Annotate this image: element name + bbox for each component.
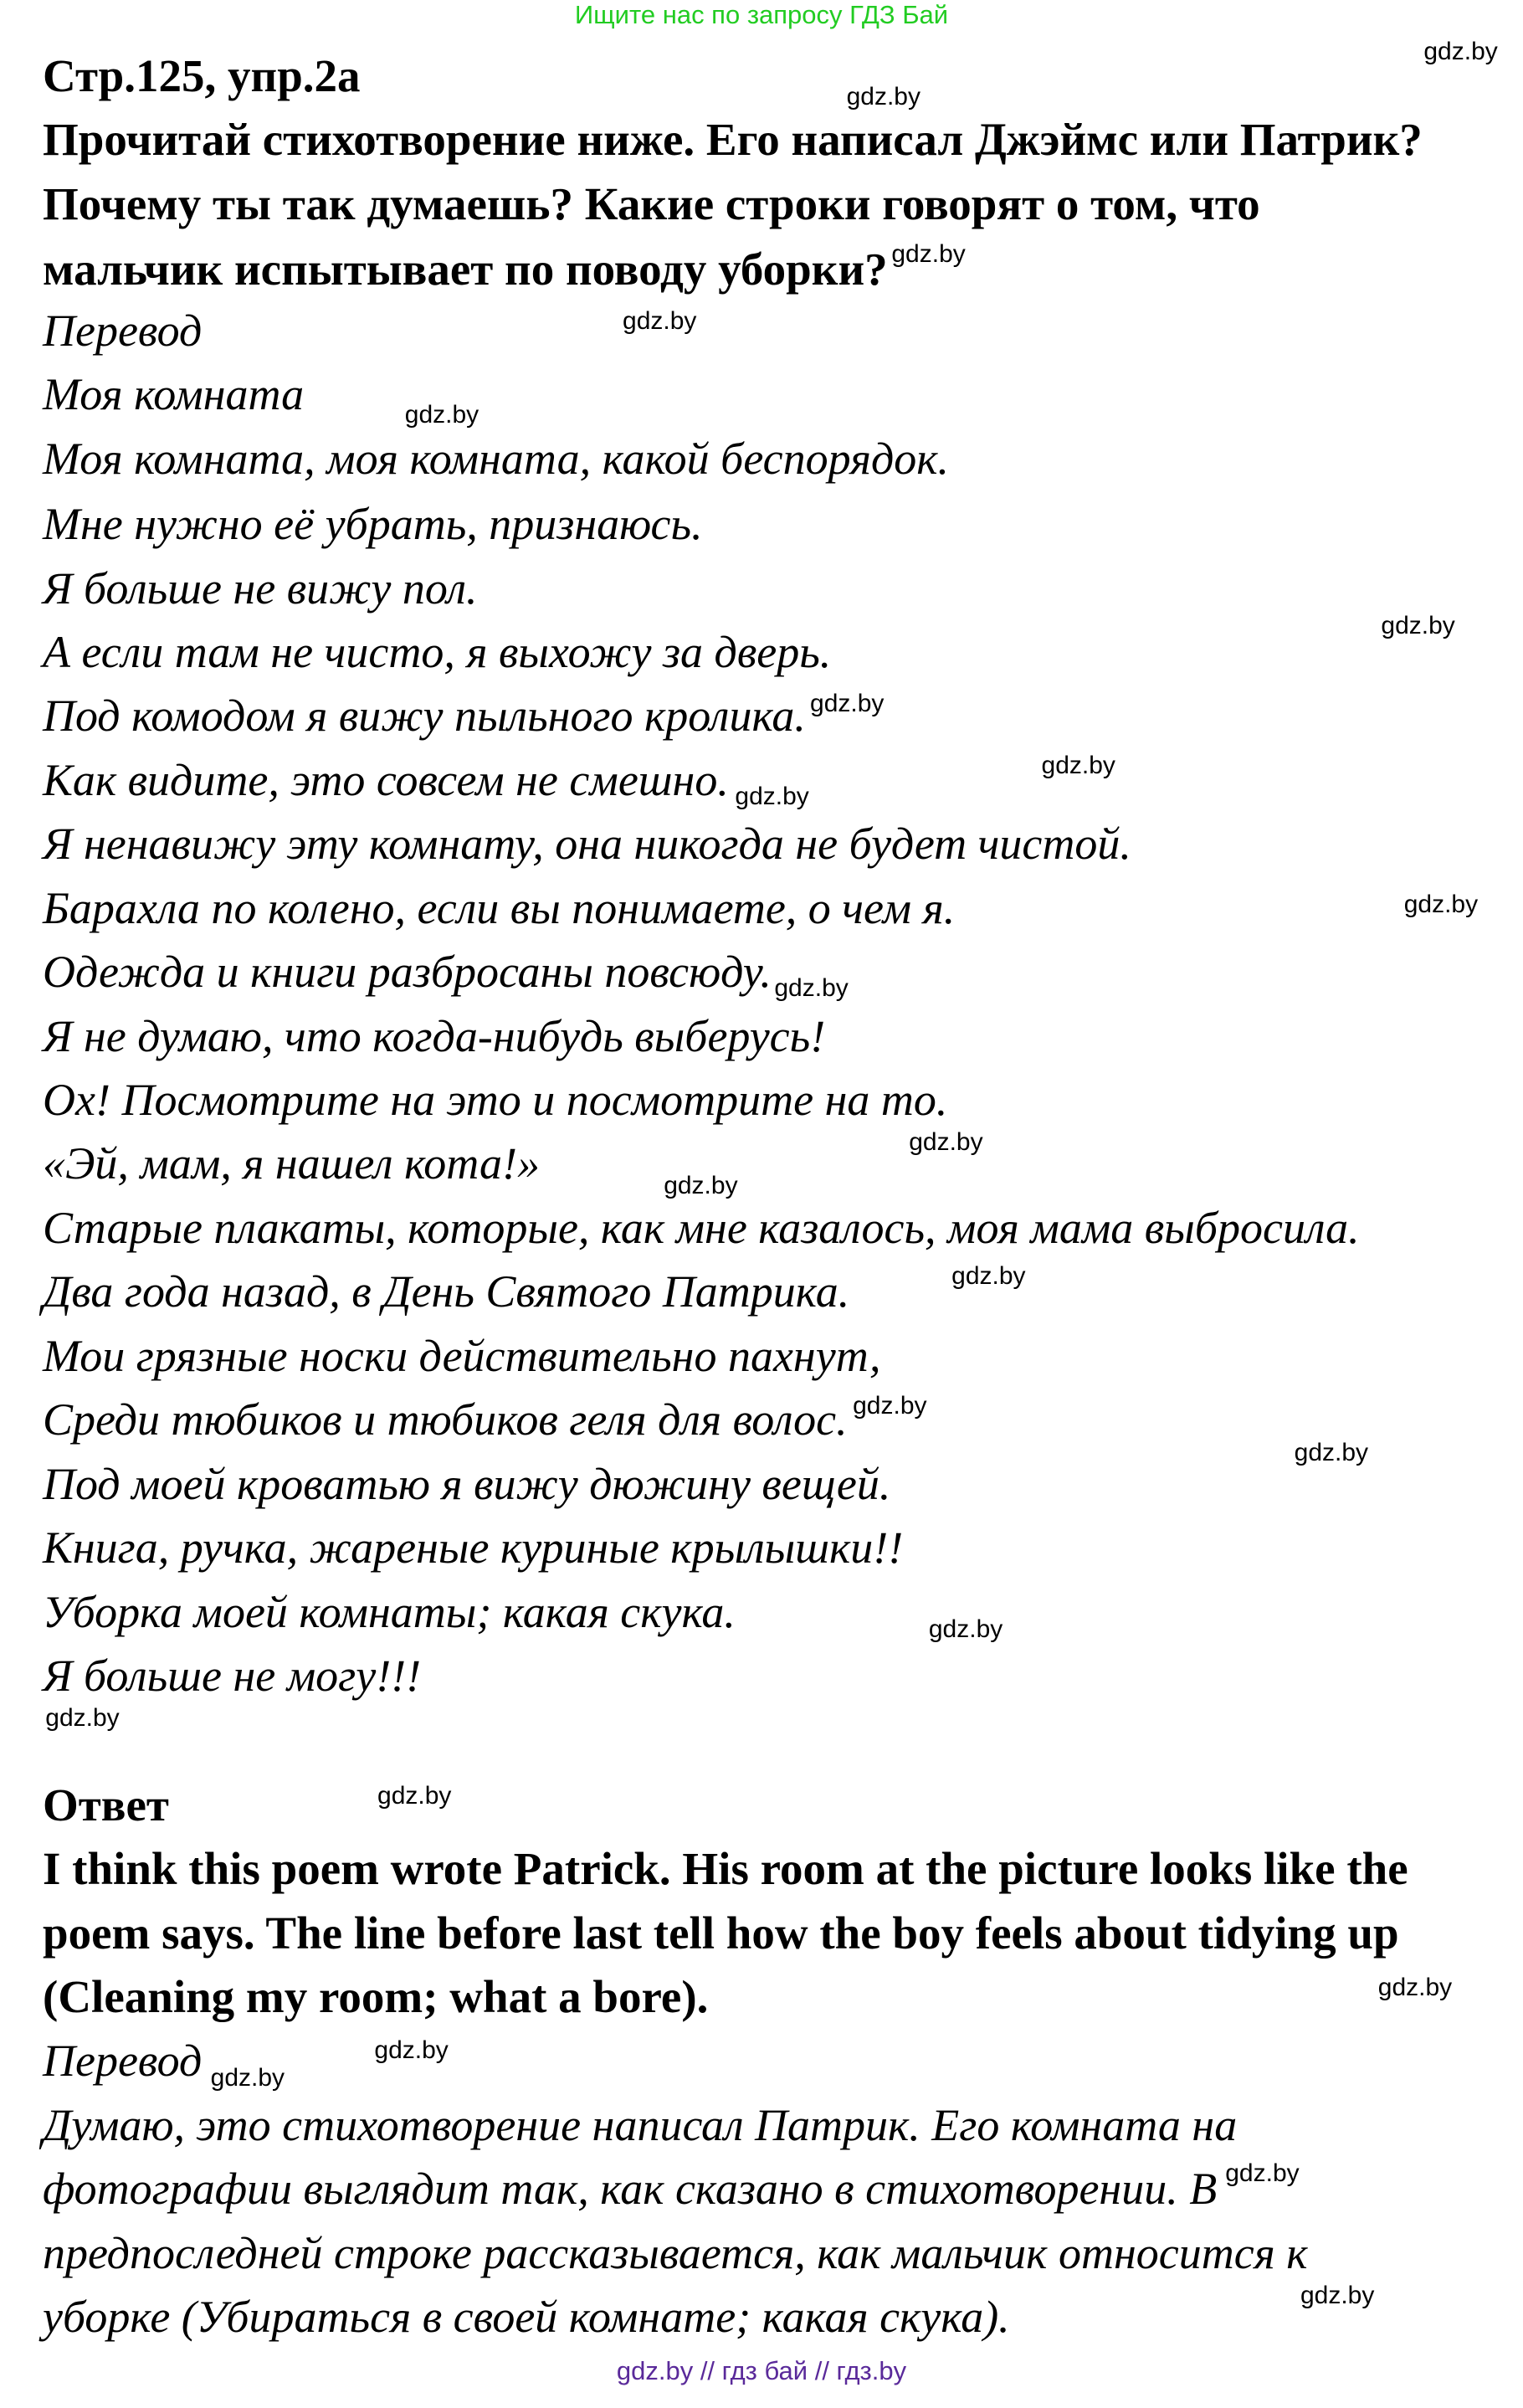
poem-line: Два года назад, в День Святого Патрика. <box>43 1266 850 1317</box>
answer-line: poem says. The line before last tell how the boy feels about tidying up <box>43 1907 1399 1959</box>
translation-label: Перевод <box>43 2036 203 2087</box>
watermark: gdz.by <box>846 82 920 110</box>
watermark: gdz.by <box>1041 752 1115 780</box>
question-line: мальчик испытывает по поводу уборки? <box>43 244 888 295</box>
watermark: gdz.by <box>1294 1439 1369 1467</box>
answer-heading: Ответ <box>43 1779 169 1830</box>
translation-label: Перевод <box>43 305 203 356</box>
poem-line: Я больше не могу!!! <box>43 1651 422 1701</box>
poem-line: Я больше не вижу пол. <box>43 562 478 614</box>
watermark: gdz.by <box>45 1703 120 1732</box>
footer-links[interactable]: gdz.by // гдз бай // гдз.by <box>616 2356 907 2385</box>
poem-title: Моя комната <box>43 369 305 420</box>
watermark: gdz.by <box>404 401 479 429</box>
poem-line: А если там не чисто, я выхожу за дверь. <box>43 626 832 677</box>
poem-line: «Эй, мам, я нашел кота!» <box>43 1138 540 1189</box>
watermark: gdz.by <box>951 1262 1026 1291</box>
poem-line: Я ненавижу эту комнату, она никогда не будет чистой. <box>43 819 1131 870</box>
watermark: gdz.by <box>774 974 849 1003</box>
watermark: gdz.by <box>1403 891 1479 919</box>
watermark: gdz.by <box>1423 37 1498 65</box>
answer-translation-line: предпоследней строке рассказывается, как мальчик относится к <box>43 2227 1308 2278</box>
watermark: gdz.by <box>928 1615 1003 1644</box>
watermark: gdz.by <box>810 689 885 717</box>
watermark: gdz.by <box>1377 1974 1453 2002</box>
answer-translation-line: уборке (Убираться в своей комнате; какая скука). <box>43 2292 1010 2343</box>
poem-line: Как видите, это совсем не смешно. <box>43 754 729 805</box>
watermark: gdz.by <box>664 1171 738 1199</box>
poem-line: Мои грязные носки действительно пахнут, <box>43 1330 881 1381</box>
answer-translation-line: Думаю, это стихотворение написал Патрик. Его комната на <box>43 2099 1238 2150</box>
poem-line: Уборка моей комнаты; какая скука. <box>43 1586 736 1637</box>
answer-translation-line: фотографии выглядит так, как сказано в стихотворении. В <box>43 2164 1218 2215</box>
poem-line: Я не думаю, что когда-нибудь выберусь! <box>43 1010 826 1061</box>
answer-line: (Cleaning my room; what a bore). <box>43 1971 709 2023</box>
watermark: gdz.by <box>374 2036 449 2064</box>
poem-line: Старые плакаты, которые, как мне казалось, моя мама выбросила. <box>43 1202 1360 1253</box>
poem-line: Мне нужно её убрать, признаюсь. <box>43 499 703 550</box>
question-line: Почему ты так думаешь? Какие строки говорят о том, что <box>43 177 1260 229</box>
poem-line: Книга, ручка, жареные куриные крылышки!! <box>43 1522 904 1574</box>
exercise-title: Стр.125, упр.2а <box>43 50 361 101</box>
poem-line: Под моей кроватью я вижу дюжину вещей. <box>43 1458 891 1509</box>
poem-line: Среди тюбиков и тюбиков геля для волос. <box>43 1394 848 1445</box>
watermark: gdz.by <box>377 1781 452 1810</box>
watermark: gdz.by <box>210 2063 285 2092</box>
watermark: gdz.by <box>909 1128 983 1157</box>
watermark: gdz.by <box>1225 2159 1300 2188</box>
poem-line: Ох! Посмотрите на это и посмотрите на то. <box>43 1075 948 1126</box>
poem-line: Барахла по колено, если вы понимаете, о чем я. <box>43 882 956 933</box>
answer-line: I think this poem wrote Patrick. His room at the picture looks like the <box>43 1843 1408 1895</box>
watermark: gdz.by <box>853 1391 927 1420</box>
watermark: gdz.by <box>1381 612 1455 640</box>
question-line: Прочитай стихотворение ниже. Его написал Джэймс или Патрик? <box>43 114 1423 166</box>
poem-line: Одежда и книги разбросаны повсюду. <box>43 947 772 998</box>
watermark: gdz.by <box>735 782 809 810</box>
poem-line: Под комодом я вижу пыльного кролика. <box>43 691 806 742</box>
watermark: gdz.by <box>1300 2282 1375 2310</box>
poem-line: Моя комната, моя комната, какой беспорядок. <box>43 433 950 484</box>
watermark: gdz.by <box>623 307 697 336</box>
search-hint-link[interactable]: Ищите нас по запросу ГДЗ Бай <box>574 0 949 29</box>
watermark: gdz.by <box>891 239 966 268</box>
